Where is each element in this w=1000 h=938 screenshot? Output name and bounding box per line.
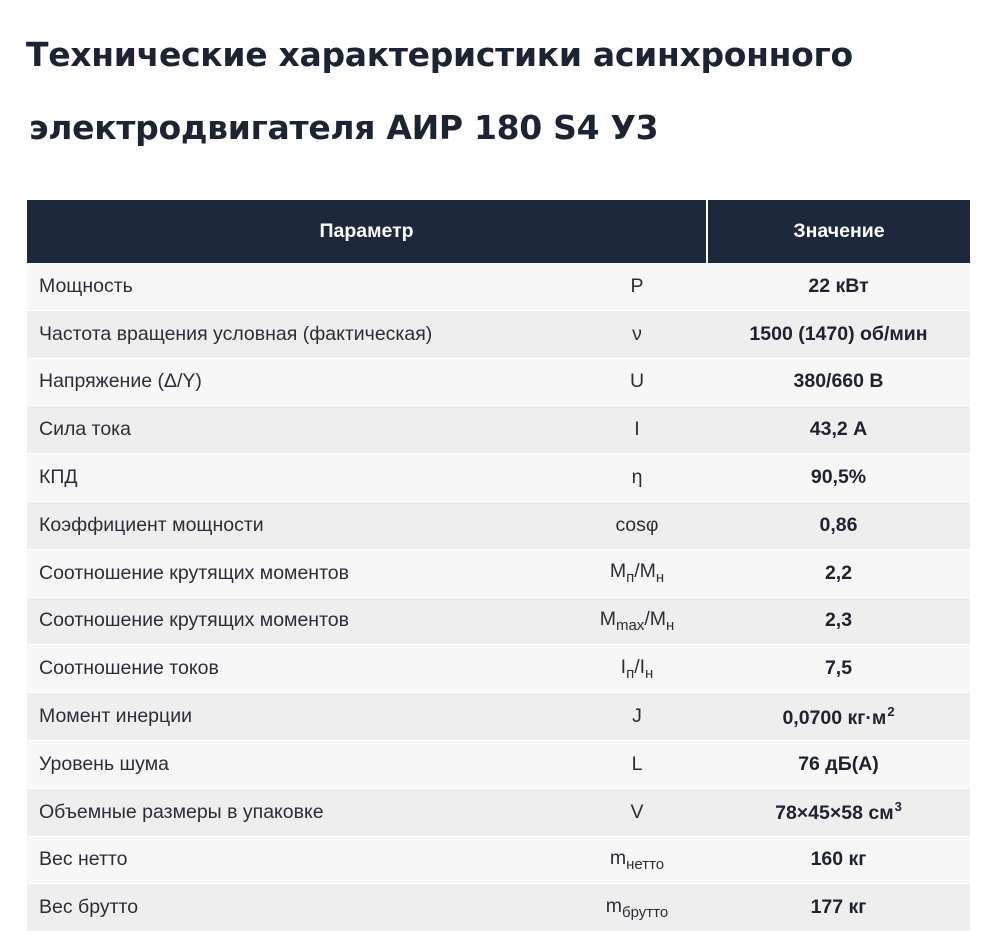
symbol-base: U	[629, 370, 645, 393]
table-row	[27, 501, 970, 549]
table-row	[27, 358, 970, 406]
table-row	[27, 406, 970, 454]
param-name: Соотношение токов	[27, 645, 567, 693]
param-value	[707, 788, 970, 836]
page-title	[26, 18, 976, 164]
table-row	[27, 693, 970, 741]
param-name: Напряжение (Δ/Y)	[27, 358, 567, 406]
table-row	[27, 788, 970, 836]
symbol-subscript: п	[626, 664, 635, 682]
param-name: Частота вращения условная (фактическая)	[27, 310, 567, 358]
page-title-line-1: Технические характеристики асинхронного	[26, 35, 853, 74]
table-row	[27, 310, 970, 358]
param-value-text: 43,2 А	[809, 418, 868, 441]
param-name: Коэффициент мощности	[27, 501, 567, 549]
param-value	[707, 358, 970, 406]
param-value-text: 7,5	[824, 657, 853, 680]
table-row	[27, 263, 970, 310]
param-symbol	[567, 501, 707, 549]
symbol-subscript: н	[655, 569, 665, 587]
symbol-part: /I	[634, 655, 646, 678]
symbol-base: L	[631, 752, 643, 775]
param-value-text: 177 кг	[810, 896, 867, 919]
param-name: Вес брутто	[27, 884, 567, 932]
table-row	[27, 454, 970, 502]
param-symbol	[567, 645, 707, 693]
param-value-text: 380/660 В	[793, 370, 884, 393]
symbol-base: I	[634, 418, 640, 441]
param-name: Сила тока	[27, 406, 567, 454]
param-value	[707, 310, 970, 358]
param-value	[707, 693, 970, 741]
param-name: Вес нетто	[27, 836, 567, 884]
param-value	[707, 549, 970, 597]
symbol-subscript: нетто	[626, 855, 665, 873]
param-name: Соотношение крутящих моментов	[27, 597, 567, 645]
table-row	[27, 645, 970, 693]
param-value	[707, 597, 970, 645]
param-name: Уровень шума	[27, 740, 567, 788]
param-symbol	[567, 358, 707, 406]
spec-table	[27, 200, 970, 932]
symbol-part: /M	[644, 607, 666, 630]
param-value-superscript: 2	[887, 703, 895, 719]
symbol-base: η	[631, 466, 643, 489]
symbol-subscript: брутто	[622, 903, 669, 921]
param-value-text: 90,5%	[810, 466, 867, 489]
symbol-base: ν	[632, 322, 642, 345]
symbol-part: I	[620, 655, 627, 678]
param-value	[707, 263, 970, 310]
symbol-base: V	[630, 800, 644, 823]
symbol-part: /M	[634, 560, 656, 583]
symbol-base: m	[605, 894, 623, 917]
symbol-base: P	[630, 274, 644, 297]
param-value	[707, 740, 970, 788]
symbol-subscript: max	[615, 616, 645, 634]
param-value	[707, 645, 970, 693]
param-symbol	[567, 884, 707, 932]
param-symbol	[567, 597, 707, 645]
table-row	[27, 836, 970, 884]
param-symbol	[567, 454, 707, 502]
symbol-base: J	[632, 705, 642, 728]
param-symbol	[567, 693, 707, 741]
param-value-text: 2,3	[824, 609, 853, 632]
param-value	[707, 884, 970, 932]
symbol-subscript: н	[665, 616, 675, 634]
param-symbol	[567, 788, 707, 836]
param-symbol	[567, 406, 707, 454]
param-value-superscript: 3	[894, 799, 902, 815]
table-row	[27, 740, 970, 788]
param-symbol	[567, 263, 707, 310]
param-name: КПД	[27, 454, 567, 502]
symbol-base: m	[609, 846, 627, 869]
param-value-text: 1500 (1470) об/мин	[749, 322, 928, 345]
param-symbol	[567, 549, 707, 597]
symbol-base: cosφ	[615, 513, 659, 536]
page-title-line-2: электродвигателя АИР 180 S4 У3	[29, 108, 659, 147]
param-name: Соотношение крутящих моментов	[27, 549, 567, 597]
symbol-subscript: н	[645, 664, 654, 682]
param-value	[707, 501, 970, 549]
table-header-row	[27, 200, 970, 263]
table-row	[27, 597, 970, 645]
header-param: Параметр	[27, 200, 707, 263]
param-symbol	[567, 310, 707, 358]
param-value-text: 78×45×58 см	[775, 802, 894, 825]
param-name: Момент инерции	[27, 693, 567, 741]
param-value-text: 22 кВт	[808, 274, 869, 297]
symbol-subscript: п	[626, 569, 635, 587]
param-name: Объемные размеры в упаковке	[27, 788, 567, 836]
param-symbol	[567, 836, 707, 884]
table-row	[27, 884, 970, 932]
param-value-text: 0,0700 кг·м	[782, 706, 887, 729]
param-value-text: 0,86	[819, 513, 858, 536]
param-value-text: 160 кг	[810, 848, 867, 871]
header-value: Значение	[707, 200, 970, 263]
param-value	[707, 406, 970, 454]
param-value-text: 76 дБ(А)	[798, 752, 879, 775]
param-name: Мощность	[27, 263, 567, 310]
param-value	[707, 454, 970, 502]
param-symbol	[567, 740, 707, 788]
param-value	[707, 836, 970, 884]
symbol-part: M	[599, 607, 616, 630]
symbol-part: M	[609, 560, 627, 583]
param-value-text: 2,2	[824, 561, 853, 584]
table-row	[27, 549, 970, 597]
